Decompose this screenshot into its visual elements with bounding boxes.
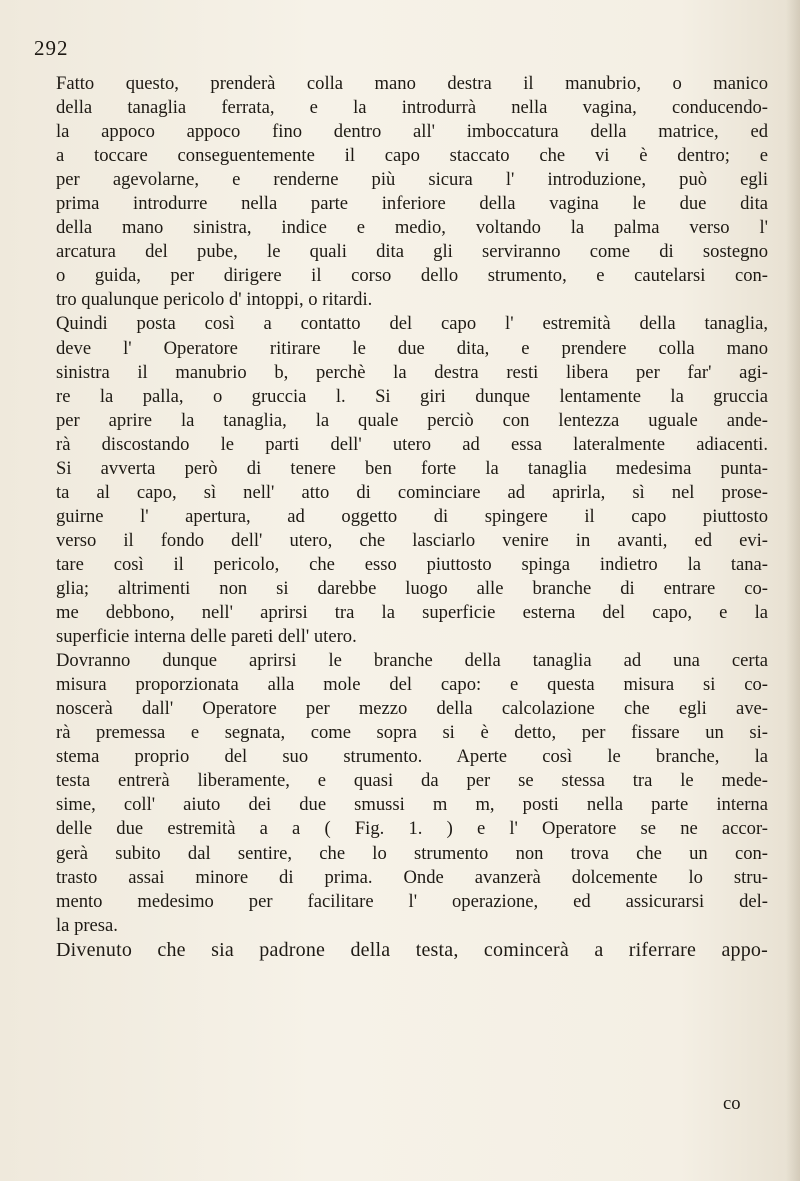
text-line: tare così il pericolo, che esso piuttosto spinga indietro la tana- — [56, 553, 768, 575]
text-line: trasto assai minore di prima. Onde avanzerà dolcemente lo stru- — [56, 866, 768, 888]
text-line: Fatto questo, prenderà colla mano destra il manubrio, o manico — [56, 73, 768, 94]
text-line: superficie interna delle pareti dell' utero. — [56, 626, 357, 648]
text-line: o guida, per dirigere il corso dello strumento, e cautelarsi con- — [56, 265, 768, 287]
text-line: rà discostando le parti dell' utero ad essa lateralmente adiacenti. — [56, 433, 768, 455]
text-line: tro qualunque pericolo d' intoppi, o ritardi. — [56, 289, 373, 311]
text-line: a toccare conseguentemente il capo staccato che vi è dentro; e — [56, 145, 768, 167]
text-line: ta al capo, sì nell' atto di cominciare ad aprirla, sì nel prose- — [56, 481, 768, 503]
page-edge-shadow — [786, 0, 800, 1181]
catchword: co — [723, 1093, 741, 1114]
text-line: rà premessa e segnata, come sopra si è detto, per fissare un si- — [56, 722, 768, 744]
text-line: Dovranno dunque aprirsi le branche della tanaglia ad una certa — [56, 650, 768, 672]
text-line: della mano sinistra, indice e medio, voltando la palma verso l' — [56, 217, 768, 239]
text-line: mento medesimo per facilitare l' operazione, ed assicurarsi del- — [56, 890, 768, 912]
text-line: Divenuto che sia padrone della testa, comincerà a riferrare appo- — [56, 938, 768, 961]
text-line: la appoco appoco fino dentro all' imboccatura della matrice, ed — [56, 121, 768, 143]
text-line: verso il fondo dell' utero, che lasciarlo venire in avanti, ed evi- — [56, 529, 768, 551]
text-line: per aprire la tanaglia, la quale perciò con lentezza uguale ande- — [56, 409, 768, 431]
text-line: della tanaglia ferrata, e la introdurrà nella vagina, conducendo- — [56, 97, 768, 119]
text-line: me debbono, nell' aprirsi tra la superficie esterna del capo, e la — [56, 602, 768, 624]
text-line: la presa. — [56, 914, 118, 936]
text-line: misura proporzionata alla mole del capo: e questa misura si co- — [56, 674, 768, 696]
text-line: per agevolarne, e renderne più sicura l' introduzione, può egli — [56, 169, 768, 191]
body-text — [56, 72, 768, 962]
page-number: 292 — [34, 36, 69, 60]
text-line: Si avverta però di tenere ben forte la tanaglia medesima punta- — [56, 457, 768, 479]
text-line: prima introdurre nella parte inferiore della vagina le due dita — [56, 193, 768, 215]
text-line: glia; altrimenti non si darebbe luogo alle branche di entrare co- — [56, 577, 768, 599]
text-line: sinistra il manubrio b, perchè la destra resti libera per far' agi- — [56, 361, 768, 383]
text-line: deve l' Operatore ritirare le due dita, e prendere colla mano — [56, 337, 768, 359]
text-line: stema proprio del suo strumento. Aperte così le branche, la — [56, 746, 768, 768]
text-line: noscerà dall' Operatore per mezzo della calcolazione che egli ave- — [56, 698, 768, 720]
text-line: guirne l' apertura, ad oggetto di spingere il capo piuttosto — [56, 505, 768, 527]
text-line: sime, coll' aiuto dei due smussi m m, posti nella parte interna — [56, 794, 768, 816]
text-line: Quindi posta così a contatto del capo l' estremità della tanaglia, — [56, 313, 768, 335]
text-line: gerà subito dal sentire, che lo strumento non trova che un con- — [56, 842, 768, 864]
text-line: testa entrerà liberamente, e quasi da per se stessa tra le mede- — [56, 770, 768, 792]
text-line: re la palla, o gruccia l. Si giri dunque lentamente la gruccia — [56, 385, 768, 407]
text-line: arcatura del pube, le quali dita gli serviranno come di sostegno — [56, 241, 768, 263]
text-line: delle due estremità a a ( Fig. 1. ) e l' Operatore se ne accor- — [56, 818, 768, 840]
